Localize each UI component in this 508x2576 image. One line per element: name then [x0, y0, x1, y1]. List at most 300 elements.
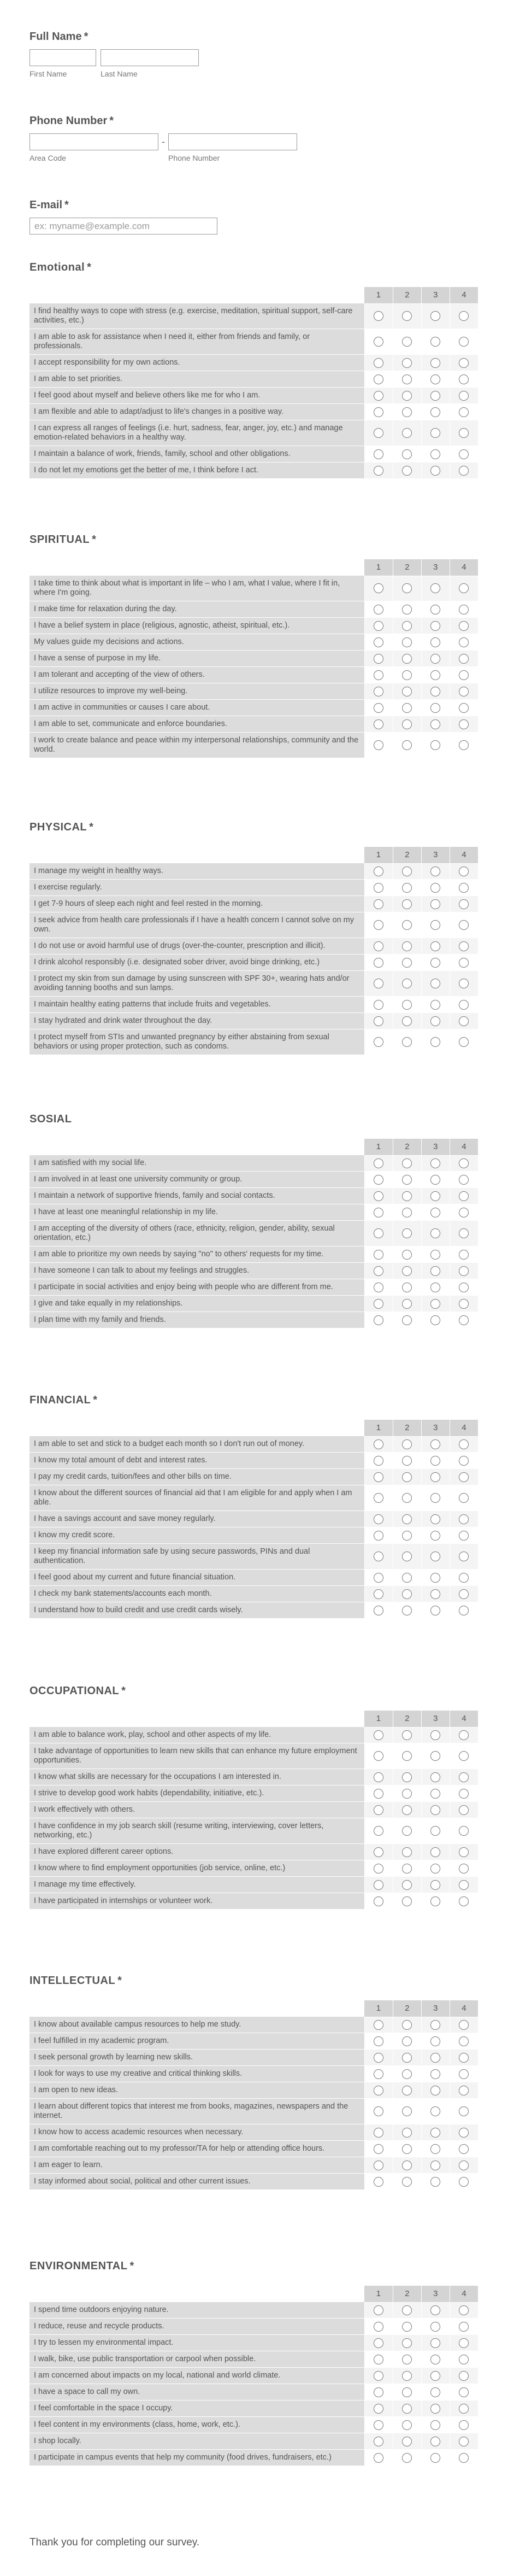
rating-radio[interactable]: [430, 740, 440, 750]
rating-radio[interactable]: [374, 1864, 383, 1874]
rating-radio[interactable]: [374, 2036, 383, 2046]
rating-radio[interactable]: [402, 605, 412, 614]
rating-radio[interactable]: [402, 899, 412, 909]
rating-radio[interactable]: [430, 637, 440, 647]
rating-radio[interactable]: [374, 1573, 383, 1583]
rating-radio[interactable]: [402, 358, 412, 368]
rating-radio[interactable]: [430, 391, 440, 401]
rating-radio[interactable]: [402, 1315, 412, 1325]
rating-radio[interactable]: [374, 1283, 383, 1292]
rating-radio[interactable]: [430, 1552, 440, 1561]
rating-radio[interactable]: [430, 1283, 440, 1292]
rating-radio[interactable]: [459, 2144, 469, 2154]
rating-radio[interactable]: [402, 1228, 412, 1238]
rating-radio[interactable]: [402, 654, 412, 664]
rating-radio[interactable]: [402, 1283, 412, 1292]
rating-radio[interactable]: [374, 1751, 383, 1761]
rating-radio[interactable]: [459, 1016, 469, 1026]
rating-radio[interactable]: [402, 637, 412, 647]
rating-radio[interactable]: [459, 2106, 469, 2116]
rating-radio[interactable]: [430, 407, 440, 417]
rating-radio[interactable]: [459, 466, 469, 476]
rating-radio[interactable]: [430, 2453, 440, 2463]
rating-radio[interactable]: [374, 899, 383, 909]
rating-radio[interactable]: [430, 2053, 440, 2063]
rating-radio[interactable]: [402, 1573, 412, 1583]
rating-radio[interactable]: [459, 654, 469, 664]
rating-radio[interactable]: [430, 2106, 440, 2116]
rating-radio[interactable]: [430, 2128, 440, 2138]
rating-radio[interactable]: [459, 1158, 469, 1168]
rating-radio[interactable]: [430, 2322, 440, 2332]
rating-radio[interactable]: [402, 1250, 412, 1260]
rating-radio[interactable]: [374, 2177, 383, 2187]
rating-radio[interactable]: [402, 2322, 412, 2332]
rating-radio[interactable]: [374, 1228, 383, 1238]
rating-radio[interactable]: [430, 979, 440, 988]
rating-radio[interactable]: [459, 1191, 469, 1201]
rating-radio[interactable]: [374, 2355, 383, 2364]
rating-radio[interactable]: [374, 1439, 383, 1449]
rating-radio[interactable]: [430, 1000, 440, 1010]
rating-radio[interactable]: [402, 687, 412, 696]
rating-radio[interactable]: [374, 1456, 383, 1466]
rating-radio[interactable]: [402, 920, 412, 930]
rating-radio[interactable]: [430, 703, 440, 713]
rating-radio[interactable]: [459, 311, 469, 321]
rating-radio[interactable]: [430, 1514, 440, 1524]
rating-radio[interactable]: [459, 1864, 469, 1874]
rating-radio[interactable]: [402, 1037, 412, 1047]
rating-radio[interactable]: [374, 449, 383, 459]
rating-radio[interactable]: [430, 374, 440, 384]
rating-radio[interactable]: [402, 1880, 412, 1890]
rating-radio[interactable]: [459, 687, 469, 696]
first-name-input[interactable]: [29, 49, 96, 66]
rating-radio[interactable]: [459, 2420, 469, 2430]
rating-radio[interactable]: [402, 1016, 412, 1026]
rating-radio[interactable]: [459, 1606, 469, 1615]
rating-radio[interactable]: [459, 1266, 469, 1276]
rating-radio[interactable]: [402, 2404, 412, 2414]
rating-radio[interactable]: [459, 2437, 469, 2446]
rating-radio[interactable]: [459, 867, 469, 876]
rating-radio[interactable]: [430, 867, 440, 876]
rating-radio[interactable]: [459, 2086, 469, 2095]
rating-radio[interactable]: [459, 1826, 469, 1836]
rating-radio[interactable]: [374, 2106, 383, 2116]
rating-radio[interactable]: [430, 311, 440, 321]
rating-radio[interactable]: [430, 358, 440, 368]
rating-radio[interactable]: [374, 1299, 383, 1309]
rating-radio[interactable]: [374, 583, 383, 593]
rating-radio[interactable]: [459, 1456, 469, 1466]
rating-radio[interactable]: [459, 1730, 469, 1740]
rating-radio[interactable]: [374, 1531, 383, 1541]
rating-radio[interactable]: [374, 1772, 383, 1782]
rating-radio[interactable]: [459, 374, 469, 384]
rating-radio[interactable]: [402, 1589, 412, 1599]
rating-radio[interactable]: [402, 583, 412, 593]
rating-radio[interactable]: [430, 1191, 440, 1201]
rating-radio[interactable]: [402, 1472, 412, 1482]
rating-radio[interactable]: [402, 2387, 412, 2397]
rating-radio[interactable]: [459, 703, 469, 713]
rating-radio[interactable]: [430, 2086, 440, 2095]
rating-radio[interactable]: [459, 2177, 469, 2187]
rating-radio[interactable]: [374, 1552, 383, 1561]
rating-radio[interactable]: [374, 428, 383, 438]
rating-radio[interactable]: [402, 1896, 412, 1906]
rating-radio[interactable]: [402, 621, 412, 631]
rating-radio[interactable]: [459, 1789, 469, 1799]
rating-radio[interactable]: [459, 2387, 469, 2397]
rating-radio[interactable]: [402, 958, 412, 968]
rating-radio[interactable]: [430, 1772, 440, 1782]
rating-radio[interactable]: [374, 1805, 383, 1815]
rating-radio[interactable]: [402, 2086, 412, 2095]
rating-radio[interactable]: [459, 2355, 469, 2364]
rating-radio[interactable]: [459, 2128, 469, 2138]
rating-radio[interactable]: [430, 1456, 440, 1466]
rating-radio[interactable]: [374, 867, 383, 876]
rating-radio[interactable]: [402, 1751, 412, 1761]
rating-radio[interactable]: [402, 979, 412, 988]
rating-radio[interactable]: [459, 2404, 469, 2414]
rating-radio[interactable]: [459, 941, 469, 951]
rating-radio[interactable]: [430, 449, 440, 459]
rating-radio[interactable]: [459, 605, 469, 614]
rating-radio[interactable]: [430, 958, 440, 968]
rating-radio[interactable]: [402, 1730, 412, 1740]
rating-radio[interactable]: [402, 2144, 412, 2154]
rating-radio[interactable]: [402, 867, 412, 876]
rating-radio[interactable]: [374, 2020, 383, 2030]
rating-radio[interactable]: [430, 2437, 440, 2446]
rating-radio[interactable]: [430, 920, 440, 930]
rating-radio[interactable]: [430, 1250, 440, 1260]
rating-radio[interactable]: [402, 1299, 412, 1309]
rating-radio[interactable]: [374, 2437, 383, 2446]
rating-radio[interactable]: [459, 1299, 469, 1309]
rating-radio[interactable]: [374, 358, 383, 368]
rating-radio[interactable]: [459, 2069, 469, 2079]
rating-radio[interactable]: [430, 1472, 440, 1482]
rating-radio[interactable]: [459, 583, 469, 593]
rating-radio[interactable]: [374, 2128, 383, 2138]
rating-radio[interactable]: [459, 637, 469, 647]
rating-radio[interactable]: [402, 719, 412, 729]
rating-radio[interactable]: [459, 1175, 469, 1185]
rating-radio[interactable]: [459, 740, 469, 750]
rating-radio[interactable]: [402, 1531, 412, 1541]
rating-radio[interactable]: [374, 920, 383, 930]
last-name-input[interactable]: [101, 49, 199, 66]
rating-radio[interactable]: [374, 1880, 383, 1890]
rating-radio[interactable]: [430, 2069, 440, 2079]
rating-radio[interactable]: [430, 1175, 440, 1185]
area-code-input[interactable]: [29, 133, 158, 150]
rating-radio[interactable]: [430, 1730, 440, 1740]
rating-radio[interactable]: [459, 1552, 469, 1561]
rating-radio[interactable]: [374, 1175, 383, 1185]
rating-radio[interactable]: [374, 1589, 383, 1599]
rating-radio[interactable]: [402, 740, 412, 750]
rating-radio[interactable]: [459, 1228, 469, 1238]
rating-radio[interactable]: [402, 1864, 412, 1874]
rating-radio[interactable]: [459, 1514, 469, 1524]
rating-radio[interactable]: [459, 391, 469, 401]
rating-radio[interactable]: [459, 1573, 469, 1583]
rating-radio[interactable]: [374, 2453, 383, 2463]
rating-radio[interactable]: [459, 899, 469, 909]
rating-radio[interactable]: [459, 407, 469, 417]
rating-radio[interactable]: [402, 883, 412, 893]
rating-radio[interactable]: [402, 2420, 412, 2430]
rating-radio[interactable]: [402, 1175, 412, 1185]
rating-radio[interactable]: [402, 1158, 412, 1168]
rating-radio[interactable]: [402, 1606, 412, 1615]
rating-radio[interactable]: [430, 2371, 440, 2381]
rating-radio[interactable]: [430, 883, 440, 893]
rating-radio[interactable]: [430, 2144, 440, 2154]
rating-radio[interactable]: [374, 958, 383, 968]
rating-radio[interactable]: [430, 1789, 440, 1799]
rating-radio[interactable]: [374, 1250, 383, 1260]
rating-radio[interactable]: [430, 1573, 440, 1583]
rating-radio[interactable]: [374, 883, 383, 893]
rating-radio[interactable]: [402, 2177, 412, 2187]
rating-radio[interactable]: [430, 1158, 440, 1168]
rating-radio[interactable]: [459, 1531, 469, 1541]
rating-radio[interactable]: [459, 428, 469, 438]
rating-radio[interactable]: [430, 1208, 440, 1217]
rating-radio[interactable]: [430, 1037, 440, 1047]
rating-radio[interactable]: [430, 337, 440, 347]
rating-radio[interactable]: [402, 1826, 412, 1836]
rating-radio[interactable]: [430, 1315, 440, 1325]
rating-radio[interactable]: [374, 1037, 383, 1047]
rating-radio[interactable]: [430, 941, 440, 951]
rating-radio[interactable]: [459, 2020, 469, 2030]
rating-radio[interactable]: [402, 449, 412, 459]
rating-radio[interactable]: [430, 1589, 440, 1599]
rating-radio[interactable]: [459, 979, 469, 988]
rating-radio[interactable]: [459, 883, 469, 893]
rating-radio[interactable]: [374, 1208, 383, 1217]
rating-radio[interactable]: [402, 1514, 412, 1524]
rating-radio[interactable]: [402, 703, 412, 713]
rating-radio[interactable]: [374, 2404, 383, 2414]
rating-radio[interactable]: [374, 311, 383, 321]
rating-radio[interactable]: [459, 1896, 469, 1906]
rating-radio[interactable]: [402, 2106, 412, 2116]
rating-radio[interactable]: [430, 621, 440, 631]
rating-radio[interactable]: [459, 2338, 469, 2348]
rating-radio[interactable]: [430, 605, 440, 614]
rating-radio[interactable]: [374, 637, 383, 647]
rating-radio[interactable]: [374, 1191, 383, 1201]
rating-radio[interactable]: [459, 1472, 469, 1482]
rating-radio[interactable]: [402, 337, 412, 347]
rating-radio[interactable]: [402, 1456, 412, 1466]
rating-radio[interactable]: [459, 1493, 469, 1503]
rating-radio[interactable]: [459, 2305, 469, 2315]
rating-radio[interactable]: [402, 2053, 412, 2063]
rating-radio[interactable]: [374, 1896, 383, 1906]
rating-radio[interactable]: [374, 337, 383, 347]
phone-number-input[interactable]: [168, 133, 297, 150]
rating-radio[interactable]: [402, 2355, 412, 2364]
rating-radio[interactable]: [402, 1000, 412, 1010]
rating-radio[interactable]: [430, 1299, 440, 1309]
rating-radio[interactable]: [374, 670, 383, 680]
rating-radio[interactable]: [374, 1606, 383, 1615]
rating-radio[interactable]: [459, 1805, 469, 1815]
rating-radio[interactable]: [459, 449, 469, 459]
rating-radio[interactable]: [402, 1439, 412, 1449]
rating-radio[interactable]: [374, 1315, 383, 1325]
rating-radio[interactable]: [459, 1589, 469, 1599]
rating-radio[interactable]: [374, 1472, 383, 1482]
rating-radio[interactable]: [374, 1016, 383, 1026]
rating-radio[interactable]: [430, 2355, 440, 2364]
email-input[interactable]: [29, 218, 217, 235]
rating-radio[interactable]: [402, 311, 412, 321]
rating-radio[interactable]: [430, 2036, 440, 2046]
rating-radio[interactable]: [402, 391, 412, 401]
rating-radio[interactable]: [374, 1789, 383, 1799]
rating-radio[interactable]: [459, 2053, 469, 2063]
rating-radio[interactable]: [402, 2453, 412, 2463]
rating-radio[interactable]: [430, 1228, 440, 1238]
rating-radio[interactable]: [374, 1847, 383, 1857]
rating-radio[interactable]: [430, 1880, 440, 1890]
rating-radio[interactable]: [430, 1847, 440, 1857]
rating-radio[interactable]: [430, 1016, 440, 1026]
rating-radio[interactable]: [459, 2322, 469, 2332]
rating-radio[interactable]: [459, 1250, 469, 1260]
rating-radio[interactable]: [459, 621, 469, 631]
rating-radio[interactable]: [374, 2086, 383, 2095]
rating-radio[interactable]: [459, 2453, 469, 2463]
rating-radio[interactable]: [374, 466, 383, 476]
rating-radio[interactable]: [459, 1880, 469, 1890]
rating-radio[interactable]: [430, 719, 440, 729]
rating-radio[interactable]: [374, 2305, 383, 2315]
rating-radio[interactable]: [459, 1439, 469, 1449]
rating-radio[interactable]: [402, 2305, 412, 2315]
rating-radio[interactable]: [459, 719, 469, 729]
rating-radio[interactable]: [374, 407, 383, 417]
rating-radio[interactable]: [430, 1266, 440, 1276]
rating-radio[interactable]: [374, 1493, 383, 1503]
rating-radio[interactable]: [402, 2161, 412, 2170]
rating-radio[interactable]: [430, 2404, 440, 2414]
rating-radio[interactable]: [459, 670, 469, 680]
rating-radio[interactable]: [459, 2036, 469, 2046]
rating-radio[interactable]: [430, 466, 440, 476]
rating-radio[interactable]: [374, 2053, 383, 2063]
rating-radio[interactable]: [374, 2371, 383, 2381]
rating-radio[interactable]: [374, 2322, 383, 2332]
rating-radio[interactable]: [374, 1514, 383, 1524]
rating-radio[interactable]: [402, 1805, 412, 1815]
rating-radio[interactable]: [402, 407, 412, 417]
rating-radio[interactable]: [374, 374, 383, 384]
rating-radio[interactable]: [430, 2177, 440, 2187]
rating-radio[interactable]: [459, 1751, 469, 1761]
rating-radio[interactable]: [374, 2144, 383, 2154]
rating-radio[interactable]: [374, 979, 383, 988]
rating-radio[interactable]: [374, 703, 383, 713]
rating-radio[interactable]: [430, 1805, 440, 1815]
rating-radio[interactable]: [402, 2069, 412, 2079]
rating-radio[interactable]: [402, 374, 412, 384]
rating-radio[interactable]: [430, 1864, 440, 1874]
rating-radio[interactable]: [459, 1000, 469, 1010]
rating-radio[interactable]: [402, 2128, 412, 2138]
rating-radio[interactable]: [374, 2161, 383, 2170]
rating-radio[interactable]: [459, 1772, 469, 1782]
rating-radio[interactable]: [374, 605, 383, 614]
rating-radio[interactable]: [402, 1191, 412, 1201]
rating-radio[interactable]: [430, 1606, 440, 1615]
rating-radio[interactable]: [402, 670, 412, 680]
rating-radio[interactable]: [430, 1751, 440, 1761]
rating-radio[interactable]: [402, 1552, 412, 1561]
rating-radio[interactable]: [402, 428, 412, 438]
rating-radio[interactable]: [374, 687, 383, 696]
rating-radio[interactable]: [430, 2305, 440, 2315]
rating-radio[interactable]: [374, 719, 383, 729]
rating-radio[interactable]: [459, 2371, 469, 2381]
rating-radio[interactable]: [430, 2420, 440, 2430]
rating-radio[interactable]: [459, 358, 469, 368]
rating-radio[interactable]: [430, 2387, 440, 2397]
rating-radio[interactable]: [459, 1283, 469, 1292]
rating-radio[interactable]: [374, 1000, 383, 1010]
rating-radio[interactable]: [430, 2161, 440, 2170]
rating-radio[interactable]: [402, 2020, 412, 2030]
rating-radio[interactable]: [430, 428, 440, 438]
rating-radio[interactable]: [374, 1826, 383, 1836]
rating-radio[interactable]: [402, 2338, 412, 2348]
rating-radio[interactable]: [430, 583, 440, 593]
rating-radio[interactable]: [374, 2387, 383, 2397]
rating-radio[interactable]: [459, 1208, 469, 1217]
rating-radio[interactable]: [374, 740, 383, 750]
rating-radio[interactable]: [374, 2338, 383, 2348]
rating-radio[interactable]: [374, 1730, 383, 1740]
rating-radio[interactable]: [402, 941, 412, 951]
rating-radio[interactable]: [402, 2437, 412, 2446]
rating-radio[interactable]: [430, 1896, 440, 1906]
rating-radio[interactable]: [402, 2036, 412, 2046]
rating-radio[interactable]: [459, 958, 469, 968]
rating-radio[interactable]: [402, 1772, 412, 1782]
rating-radio[interactable]: [459, 1315, 469, 1325]
rating-radio[interactable]: [459, 1037, 469, 1047]
rating-radio[interactable]: [430, 2338, 440, 2348]
rating-radio[interactable]: [430, 1826, 440, 1836]
rating-radio[interactable]: [402, 1789, 412, 1799]
rating-radio[interactable]: [430, 1439, 440, 1449]
rating-radio[interactable]: [402, 2371, 412, 2381]
rating-radio[interactable]: [459, 337, 469, 347]
rating-radio[interactable]: [374, 1158, 383, 1168]
rating-radio[interactable]: [374, 941, 383, 951]
